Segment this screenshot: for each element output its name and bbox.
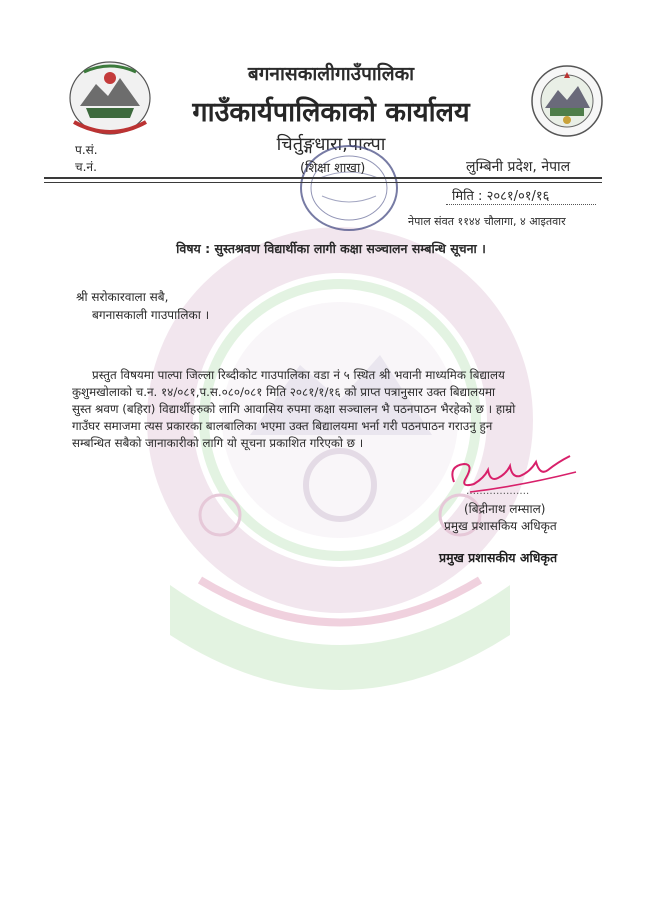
nepal-samvat-date: नेपाल संवत ११४४ चौलागा, ४ आइतवार xyxy=(408,215,566,228)
signature-dots: ………………. xyxy=(466,486,530,497)
body-line: सुस्त श्रवण (बहिरा) विद्यार्थीहरुको लागि आवासिय रुपमा कक्षा सञ्चालन भै पठनपाठन भैरहेको छ । हाम्रो xyxy=(72,402,516,416)
province-label: लुम्बिनी प्रदेश, नेपाल xyxy=(466,159,571,175)
date-underline xyxy=(446,204,596,205)
header-divider-thick xyxy=(44,177,602,179)
office-title: गाउँकार्यपालिकाको कार्यालय xyxy=(192,97,470,128)
body-line: सम्बन्धित सबैको जानाकारीको लागि यो सूचना प्रकाशित गरिएको छ । xyxy=(72,436,364,450)
signatory-title: प्रमुख प्रशासकिय अधिकृत xyxy=(444,519,557,533)
body-line: गाउँघर समाजमा त्यस प्रकारका बालबालिका भएमा उक्त बिद्यालयमा भर्ना गरी पठनपाठन गराउनु हुन xyxy=(72,419,493,433)
addressee-organization: बगनासकाली गाउपालिका । xyxy=(92,308,210,322)
signatory-stamp: प्रमुख प्रशासकीय अधिकृत xyxy=(439,550,558,565)
signatory-name: (बिद्रीनाथ लम्साल) xyxy=(464,502,546,516)
letter-date: मिति : २०८१/०१/१६ xyxy=(452,189,550,204)
addressee-line: श्री सरोकारवाला सबै, xyxy=(76,290,169,304)
header-divider-thin xyxy=(44,182,602,183)
municipality-name: बगनासकालीगाउँपालिका xyxy=(247,63,415,85)
body-line: प्रस्तुत विषयमा पाल्पा जिल्ला रिब्दीकोट गाउपालिका वडा नं ५ स्थित श्री भवानी माध्यमिक बिद्यालय xyxy=(92,368,505,382)
reference-cn-label: च.नं. xyxy=(75,160,97,174)
letter-body xyxy=(72,367,592,452)
office-address: चिर्तुङ्गधारा,पाल्पा xyxy=(276,134,386,155)
section-name: (शिक्षा शाखा) xyxy=(300,161,366,176)
letter-subject: विषय : सुस्तश्रवण विद्यार्थीका लागी कक्षा सञ्चालन सम्बन्धि सूचना । xyxy=(176,241,486,256)
office-seal-stamp xyxy=(296,142,402,234)
body-line: कुशुमखोलाको च.न. १४/०८१,प.स.०८०/०८१ मिति २०८१/१/१६ को प्राप्त पत्रानुसार उक्त बिद्यालयमा xyxy=(72,385,496,399)
reference-ps-label: प.सं. xyxy=(75,143,98,157)
